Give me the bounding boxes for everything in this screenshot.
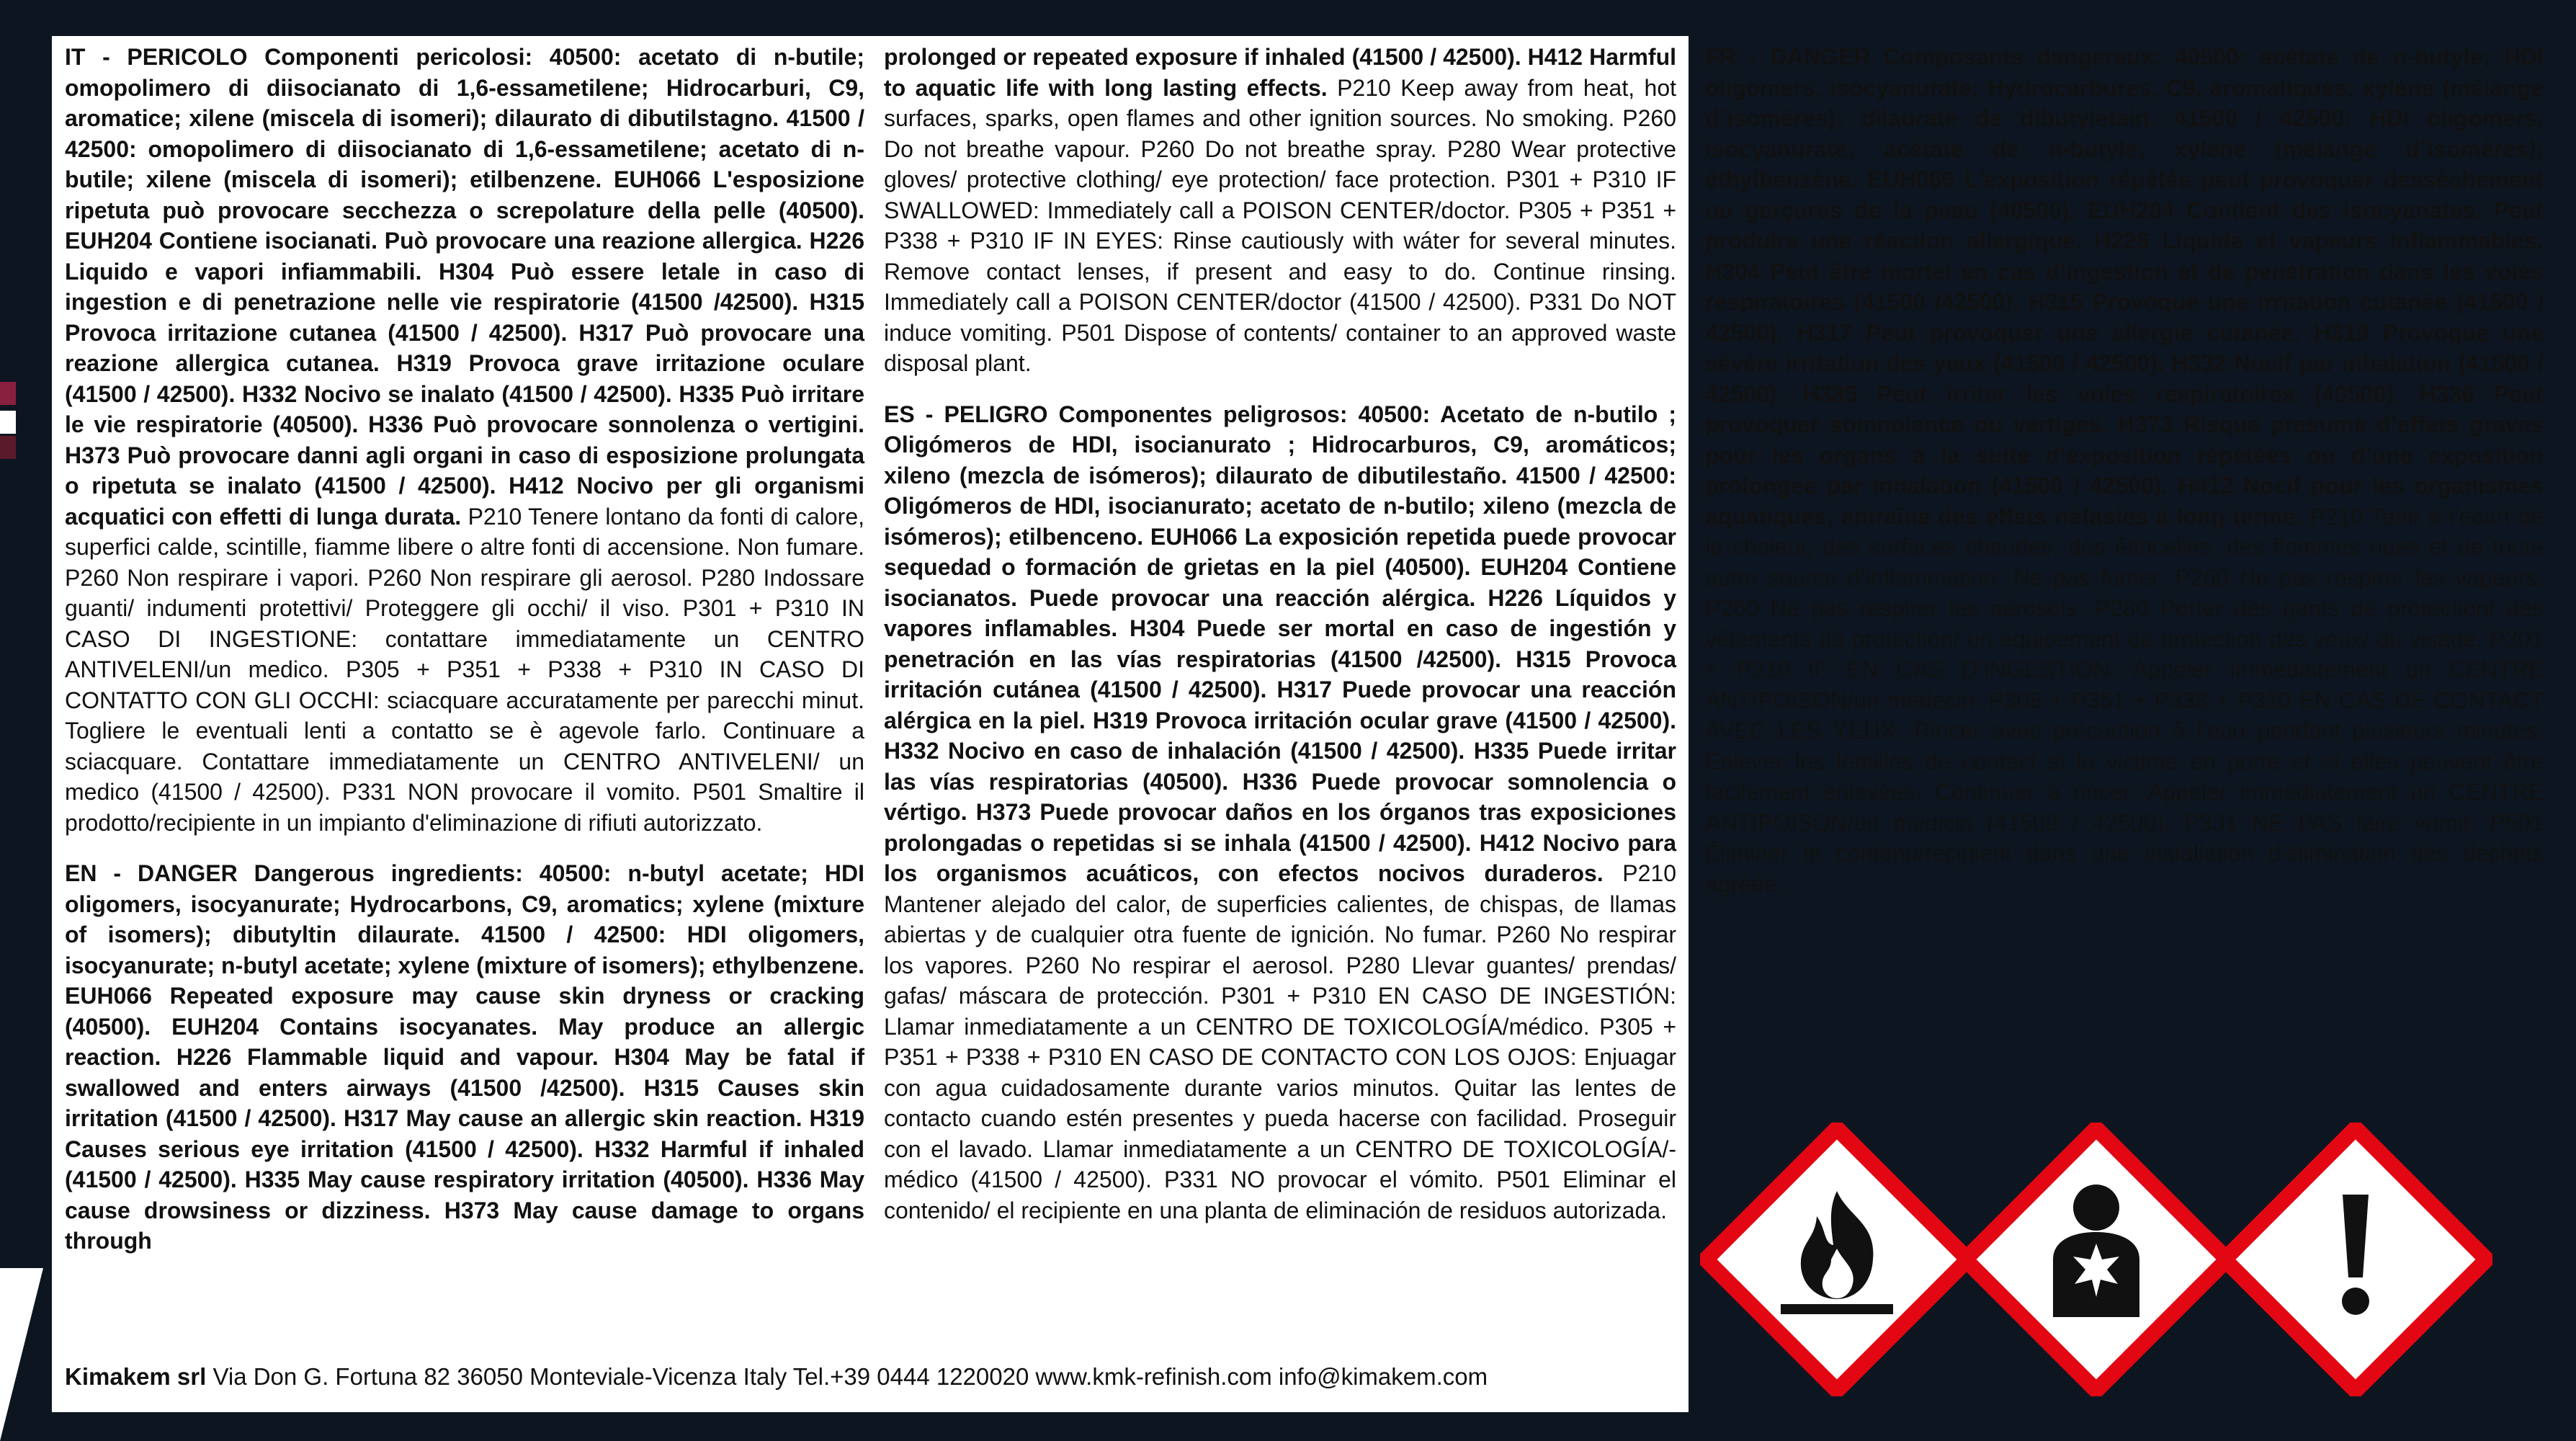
edge-mark [0, 382, 16, 405]
hazard-statements: ES - PELIGRO Componentes peligrosos: 40500: Acetato de n-butilo ; Oligómeros de HDI, isocianurato ; Hidrocarburos, C9, aromáticos; xileno (mezcla de isómeros); dilaurato de dibutilestaño. 41500 / 42500: Oligómeros de HDI, isocianurato; acetato de n-butilo; xileno (mezcla de isómeros); etilbenceno. EUH066 La exposición repetida puede provocar sequedad o formación de grietas en la piel (40500). EUH204 Contiene isocianatos. Puede provocar una reacción alérgica. H226 Líquidos y vapores inflamables. H304 Puede ser mortal en caso de ingestión y penetración en las vías respiratorias (41500 /42500). H315 Provoca irritación cutánea (41500 / 42500). H317 Puede provocar una reacción alérgica en la piel. H319 Provoca irritación ocular grave (41500 / 42500). H332 Nocivo en caso de inhalación (41500 / 42500). H335 Puede irritar las vías respiratorias (40500). H336 Puede provocar somnolencia o vértigo. H373 Puede provocar daños en los órganos tras exposiciones prolongadas o repetidas si se inhala (41500 / 42500). H412 Nocivo para los organismos acuáticos, con efectos nocivos duraderos. [884, 401, 1676, 886]
hazard-statements: IT - PERICOLO Componenti pericolosi: 40500: acetato di n-butile; omopolimero di diisocianato di 1,6-essametilene; Hidrocarburi, C9, aromatice; xilene (miscela di isomeri); dilaurato di dibutilstagno. 41500 / 42500: omopolimero di diisocianato di 1,6-essametilene; acetato di n-butile; xilene (miscela di isomeri); etilbenzene. EUH066 L'esposizione ripetuta può provocare secchezza o screpolature della pelle (40500). EUH204 Contiene isocianati. Può provocare una reazione allergica. H226 Liquido e vapori infiammabili. H304 Può essere letale in caso di ingestion e di penetrazione nelle vie respiratorie (41500 /42500). H315 Provoca irritazione cutanea (41500 / 42500). H317 Può provocare una reazione allergica cutanea. H319 Provoca grave irritazione oculare (41500 / 42500). H332 Nocivo se inalato (41500 / 42500). H335 Può irritare le vie respiratorie (40500). H336 Può provocare sonnolenza o vertigini. H373 Può provocare danni agli organi in caso di esposizione prolungata o ripetuta se inalato (41500 / 42500). H412 Nocivo per gli organismi acquatici con effetti di lunga durata. [65, 44, 864, 530]
section-en-part1 [65, 858, 864, 1257]
exclamation-icon [2219, 1123, 2492, 1396]
precautionary-statements: P210 Tenir à l’écart de la chaleur, des surfaces chaudes, des étincelles, des flammes nues et de toute autre source d’inflammation. Ne pas fumer. P260 Ne pas respirer les vapeurs. P260 Ne pas respirer les aérosols. P280 Porter des gants de protection/ des vêtements de protection/ un équipement de protection des yeux/ du visage. P301 + P310 IF EN CAS D’INGESTION: Appeler immédiatement un CENTRE ANTIPOISON/un médecin. P305 + P351 + P338 + P310 EN CAS DE CONTACT AVEC LES YEUX: Rincer avec précaution à l’eau pendant plusieurs minutes. Enlever les lentilles de contact si la victime en porte et si elles peuvent être facilement enlevées. Continuer à rincer. Appeler immédiatement un CENTRE ANTIPOISON/un médicin (41500 / 42500). P331 NE PAS faire vomir. P501 Éliminer le contenu/récipient dans une installation d'élimination des déchets agréée. [1705, 503, 2544, 897]
corner-shard [0, 1268, 43, 1441]
company-address: Via Don G. Fortuna 82 36050 Monteviale-Vicenza Italy Tel.+39 0444 1220020 www.kmk-refinish.com info@kimakem.com [206, 1363, 1488, 1390]
section-text [884, 42, 1676, 379]
section-text [1705, 42, 2544, 899]
company-footer [65, 1363, 1488, 1391]
precautionary-statements: P210 Mantener alejado del calor, de superficies calientes, de chispas, de llamas abiertas y de cualquier otra fuente de ignición. No fumar. P260 No respirar los vapores. P260 No respirar el aerosol. P280 Llevar guantes/ prendas/ gafas/ máscara de protección. P301 + P310 EN CASO DE INGESTIÓN: Llamar inmediatamente a un CENTRO DE TOXICOLOGÍA/médico. P305 + P351 + P338 + P310 EN CASO DE CONTACTO CON LOS OJOS: Enjuagar con agua cuidadosamente durante varios minutos. Quitar las lentes de contacto cuando estén presentes y pueda hacerse con facilidad. Proseguir con el lavado. Llamar inmediatamente a un CENTRO DE TOXICOLOGÍA/-médico (41500 / 42500). P331 NO provocar el vómito. P501 Eliminar el contenido/ el recipiente en una planta de eliminación de residuos autorizada. [884, 860, 1677, 1223]
hazard-label [52, 36, 2544, 1412]
column-left [65, 42, 864, 1277]
section-text [884, 399, 1676, 1226]
hazard-statements-en-a: EN - DANGER Dangerous ingredients: 40500: n-butyl acetate; HDI oligomers, isocyanurate; Hydrocarbons, C9, aromatics; xylene (mixture of isomers); dibutyltin dilaurate. 41500 / 42500: HDI oligomers, isocyanurate; n-butyl acetate; xylene (mixture of isomers); ethylbenzene. EUH066 Repeated exposure may cause skin dryness or cracking (40500). EUH204 Contains isocyanates. May produce an allergic reaction. H226 Flammable liquid and vapour. H304 May be fatal if swallowed and enters airways (41500 /42500). H315 Causes skin irritation (41500 / 42500). H317 May cause an allergic skin reaction. H319 Causes serious eye irritation (41500 / 42500). H332 Harmful if inhaled (41500 / 42500). H335 May cause respiratory irritation (40500). H336 May cause drowsiness or dizziness. H373 May cause damage to organs through [65, 860, 864, 1254]
hazard-statements: FR - DANGER Composants dangereux: 40500: acétate de n-butyle; HDI oligomers, isocyanurate; Hydrocarbures, C9, aromatiques; xylène (mélange d´isomères); dilaurate de dibutylétain. 41500 / 42500: HDI oligomers, isocyanurate; acétate de n-butyle; xylène (mélange d´isomères); éthylbenzène. EUH066 L'exposition répétée peut provoquer dessèchement ou gerçures de la peau (40500). EUH204 Contient des isocyanates. Peut produire une réaction allergique. H226 Liquide et vapeurs inflammables. H304 Peut être mortel en cas d’ingestion et de penetration dans les voies respiratoires (41500 /42500). H315 Provoque une irritation cutanée (41500 / 42500). H317 Peut provoquer une allergie cutanée. H319 Provoque une sévère irritation des yeux (41500 / 42500). H332 Nocif par inhalation (41500 / 42500). H335 Peut irriter les voies respiratoires (40500). H336 Peut provoquer somnolence ou vertiges. H373 Risque presume d’effets graves pour les organs à la suite d’exposition répétées ou d’une exposition prolongée par inhalation (41500 / 42500). H412 Nocif pour les organismes aquatiques, entraîne des effets néfastes à long terme. [1705, 44, 2544, 530]
ghs-pictograms [1700, 1123, 2500, 1411]
edge-mark [0, 411, 16, 434]
section-text [65, 42, 864, 838]
hazard-statements-en-b: prolonged or repeated exposure if inhaled (41500 / 42500). H412 Harmful to aquatic life with long lasting effects. [884, 44, 1676, 101]
section-es [884, 399, 1676, 1226]
section-text [65, 858, 864, 1257]
section-en-part2 [884, 42, 1676, 379]
precautionary-statements: P210 Keep away from heat, hot surfaces, sparks, open flames and other ignition sources. No smoking. P260 Do not breathe vapour. P260 Do not breathe spray. P280 Wear protective gloves/ protective clothing/ eye protection/ face protection. P301 + P310 IF SWALLOWED: Immediately call a POISON CENTER/doctor. P305 + P351 + P338 + P310 IF IN EYES: Rinse cautiously with wáter for several minutes. Remove contact lenses, if present and easy to do. Continue rinsing. Immediately call a POISON CENTER/doctor (41500 / 42500). P331 Do NOT induce vomiting. P501 Dispose of contents/ container to an approved waste disposal plant. [884, 74, 1677, 376]
section-fr [1705, 42, 2544, 899]
health-hazard-icon [1959, 1123, 2233, 1396]
column-middle [884, 42, 1676, 1246]
edge-mark [0, 436, 16, 459]
column-right [1705, 42, 2544, 919]
section-it [65, 42, 864, 838]
precautionary-statements: P210 Tenere lontano da fonti di calore, superfici calde, scintille, fiamme libere o altre fonti di accensione. Non fumare. P260 Non respirare i vapori. P260 Non respirare gli aerosol. P280 Indossare guanti/ indumenti protettivi/ Proteggere gli occhi/ il viso. P301 + P310 IN CASO DI INGESTIONE: contattare immediatamente un CENTRO ANTIVELENI/un medico. P305 + P351 + P338 + P310 IN CASO DI CONTATTO CON GLI OCCHI: sciacquare accuratamente per parecchi minut. Togliere le eventuali lenti a contatto se è agevole farlo. Continuare a sciacquare. Contattare immediatamente un CENTRO ANTIVELENI/ un medico (41500 / 42500). P331 NON provocare il vomito. P501 Smaltire il prodotto/recipiente in un impianto d'eliminazione di rifiuti autorizzato. [65, 503, 865, 836]
flame-icon [1700, 1123, 1974, 1396]
company-name: Kimakem srl [65, 1363, 207, 1390]
